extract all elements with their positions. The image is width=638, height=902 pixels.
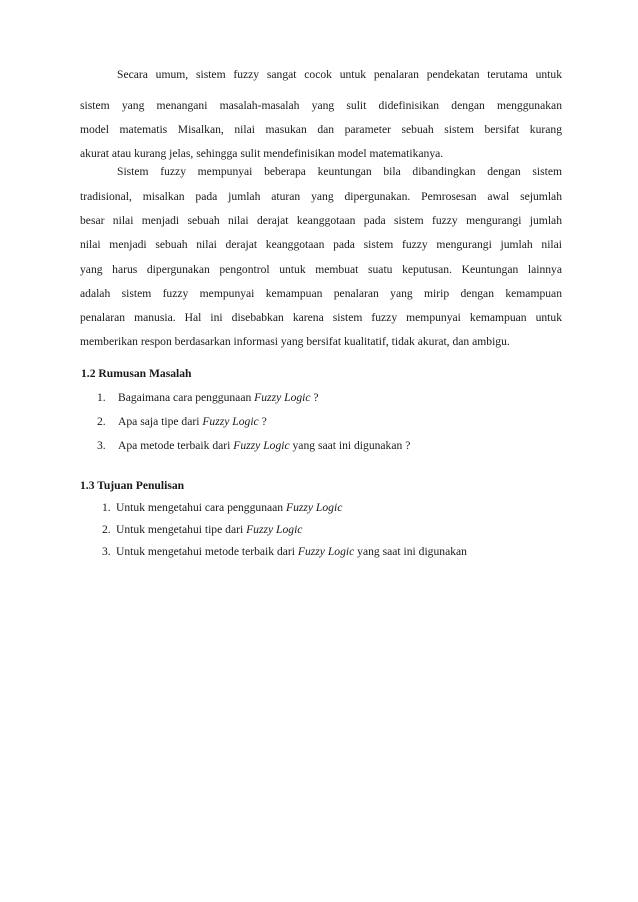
list-item — [102, 543, 467, 561]
paragraph-1-line: akurat atau kurang jelas, sehingga sulit mendefinisikan model matematikanya. — [80, 147, 444, 160]
list-italic-term: Fuzzy Logic — [285, 501, 343, 514]
section-heading-rumusan-masalah: 1.2 Rumusan Masalah — [81, 367, 192, 380]
list-item — [102, 499, 342, 517]
list-number: 1. — [102, 501, 111, 514]
list-item — [97, 389, 319, 407]
paragraph-2-line: nilai menjadi sebuah nilai derajat keanggotaan pada sistem fuzzy mengurangi jumlah nilai — [80, 238, 562, 251]
paragraph-1-line: sistem yang menangani masalah-masalah yang sulit didefinisikan dengan menggunakan — [80, 99, 562, 112]
paragraph-2-line: yang harus dipergunakan pengontrol untuk membuat suatu keputusan. Keuntungan lainnya — [80, 263, 562, 276]
list-item — [97, 437, 410, 455]
list-italic-term: Fuzzy Logic — [297, 545, 355, 558]
list-text: Apa saja tipe dari — [118, 415, 203, 428]
list-number: 3. — [97, 439, 106, 452]
paragraph-2-line: Sistem fuzzy mempunyai beberapa keuntungan bila dibandingkan dengan sistem — [117, 165, 562, 178]
paragraph-2-line: adalah sistem fuzzy mempunyai kemampuan penalaran yang mirip dengan kemampuan — [80, 287, 562, 300]
list-text: Untuk mengetahui metode terbaik dari — [116, 545, 298, 558]
paragraph-1-line: Secara umum, sistem fuzzy sangat cocok untuk penalaran pendekatan terutama untuk — [117, 68, 562, 81]
list-italic-term: Fuzzy Logic — [254, 391, 311, 404]
list-number: 2. — [97, 415, 106, 428]
list-item — [102, 521, 302, 539]
paragraph-2-line: tradisional, misalkan pada jumlah aturan yang dipergunakan. Pemrosesan awal sejumlah — [80, 190, 562, 203]
list-number: 3. — [102, 545, 111, 558]
list-italic-term: Fuzzy Logic — [246, 523, 303, 536]
list-number: 1. — [97, 391, 106, 404]
paragraph-2-line: besar nilai menjadi sebuah nilai derajat keanggotaan pada sistem fuzzy mengurangi jumlah — [80, 214, 562, 227]
paragraph-2-line: memberikan respon berdasarkan informasi yang bersifat kualitatif, tidak akurat, dan ambigu. — [80, 335, 510, 348]
list-text: Untuk mengetahui cara penggunaan — [116, 501, 286, 514]
list-text: Apa metode terbaik dari — [118, 439, 234, 452]
list-text-suffix: ? — [310, 391, 319, 404]
list-text: Bagaimana cara penggunaan — [118, 391, 255, 404]
list-number: 2. — [102, 523, 111, 536]
list-text: Untuk mengetahui tipe dari — [116, 523, 247, 536]
paragraph-1-line: model matematis Misalkan, nilai masukan dan parameter sebuah sistem bersifat kurang — [80, 123, 562, 136]
list-italic-term: Fuzzy Logic — [202, 415, 259, 428]
list-text-suffix: ? — [258, 415, 267, 428]
paragraph-2-line: penalaran manusia. Hal ini disebabkan karena sistem fuzzy mempunyai kemampuan untuk — [80, 311, 562, 324]
list-item — [97, 413, 267, 431]
list-text-suffix: yang saat ini digunakan ? — [289, 439, 411, 452]
list-text-suffix: yang saat ini digunakan — [354, 545, 467, 558]
list-italic-term: Fuzzy Logic — [233, 439, 290, 452]
section-heading-tujuan-penulisan: 1.3 Tujuan Penulisan — [80, 479, 185, 492]
